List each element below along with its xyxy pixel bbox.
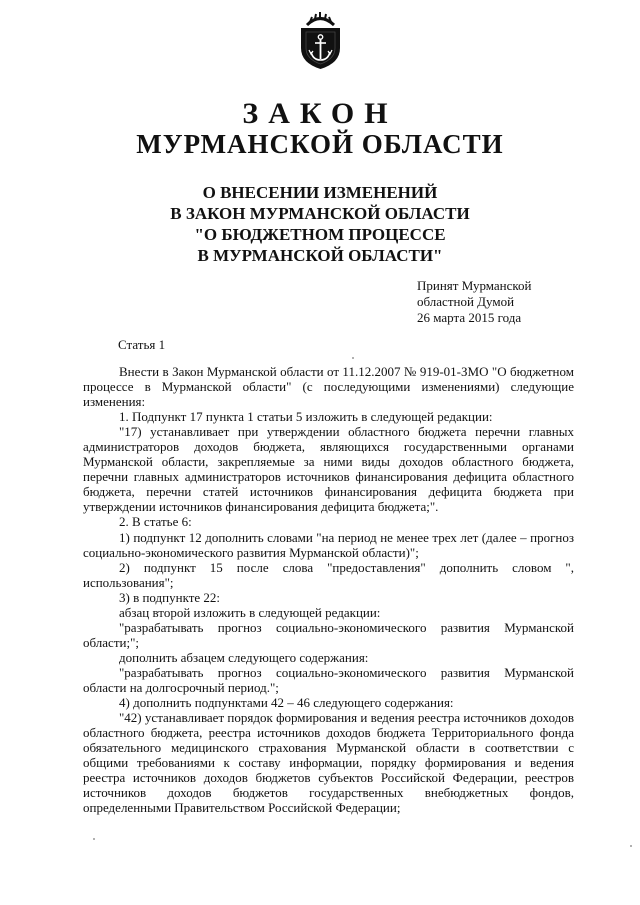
paragraph: "разрабатывать прогноз социально-экономического развития Мурманской области на долгосрочный период.";: [83, 664, 574, 695]
paragraph: 4) дополнить подпунктами 42 – 46 следующего содержания:: [119, 695, 454, 711]
region-title: МУРМАНСКОЙ ОБЛАСТИ: [136, 129, 504, 159]
adoption-line: областной Думой: [417, 294, 515, 309]
paragraph: "разрабатывать прогноз социально-экономического развития Мурманской области;";: [83, 619, 574, 650]
paragraph: 1. Подпункт 17 пункта 1 статьи 5 изложить в следующей редакции:: [119, 409, 493, 425]
article-body: [83, 364, 574, 815]
law-subtitle: [0, 182, 640, 266]
subtitle-line: О ВНЕСЕНИИ ИЗМЕНЕНИЙ: [202, 183, 438, 202]
paragraph: дополнить абзацем следующего содержания:: [119, 649, 369, 665]
paragraph: "17) устанавливает при утверждении областного бюджета перечни главных администраторов доходов бюджета, являющихся государственными органами Мурманской области, закрепляемые за ними виды доходов областного бюджета, перечни главных администраторов источников финансирования дефицита областного бюджета, перечни статей источников финансирования дефицита бюджета при утверждении источников финансирования дефицита бюджета;".: [83, 424, 574, 515]
murmansk-coat-of-arms-icon: [298, 10, 343, 70]
scan-speck: [93, 838, 95, 840]
adoption-line: Принят Мурманской: [417, 278, 532, 293]
adoption-note: [417, 278, 532, 326]
subtitle-line: В ЗАКОН МУРМАНСКОЙ ОБЛАСТИ: [170, 204, 470, 223]
adoption-date: 26 марта 2015 года: [417, 310, 522, 325]
paragraph: 3) в подпункте 22:: [119, 589, 221, 605]
paragraph: Внести в Закон Мурманской области от 11.12.2007 № 919-01-ЗМО "О бюджетном процессе в Мурманской области" (с последующими изменениями) следующие изменения:: [83, 364, 574, 410]
paragraph: 2. В статье 6:: [119, 514, 192, 530]
paragraph: "42) устанавливает порядок формирования и ведения реестра источников доходов областного бюджета, реестра источников доходов бюджета Территориального фонда обязательного медицинского страхования Мурманской области в соответствии с общими требованиями к составу информации, порядку формирования и ведения реестра источников доходов бюджетов субъектов Российской Федерации, реестров источников доходов бюджетов государственных внебюджетных фондов, определенными Правительством Российской Федерации;: [83, 710, 574, 816]
article-heading: Статья 1: [118, 337, 166, 352]
scan-speck: [352, 357, 354, 359]
paragraph: 1) подпункт 12 дополнить словами "на период не менее трех лет (далее – прогноз социально-экономического развития Мурманской области)";: [83, 529, 574, 560]
subtitle-line: В МУРМАНСКОЙ ОБЛАСТИ": [197, 246, 443, 265]
paragraph: абзац второй изложить в следующей редакции:: [119, 604, 381, 620]
subtitle-line: "О БЮДЖЕТНОМ ПРОЦЕССЕ: [194, 225, 446, 244]
scan-speck: [630, 845, 632, 847]
paragraph: 2) подпункт 15 после слова "предоставления" дополнить словом ", использования";: [83, 559, 574, 590]
law-title: ЗАКОН: [242, 97, 398, 130]
